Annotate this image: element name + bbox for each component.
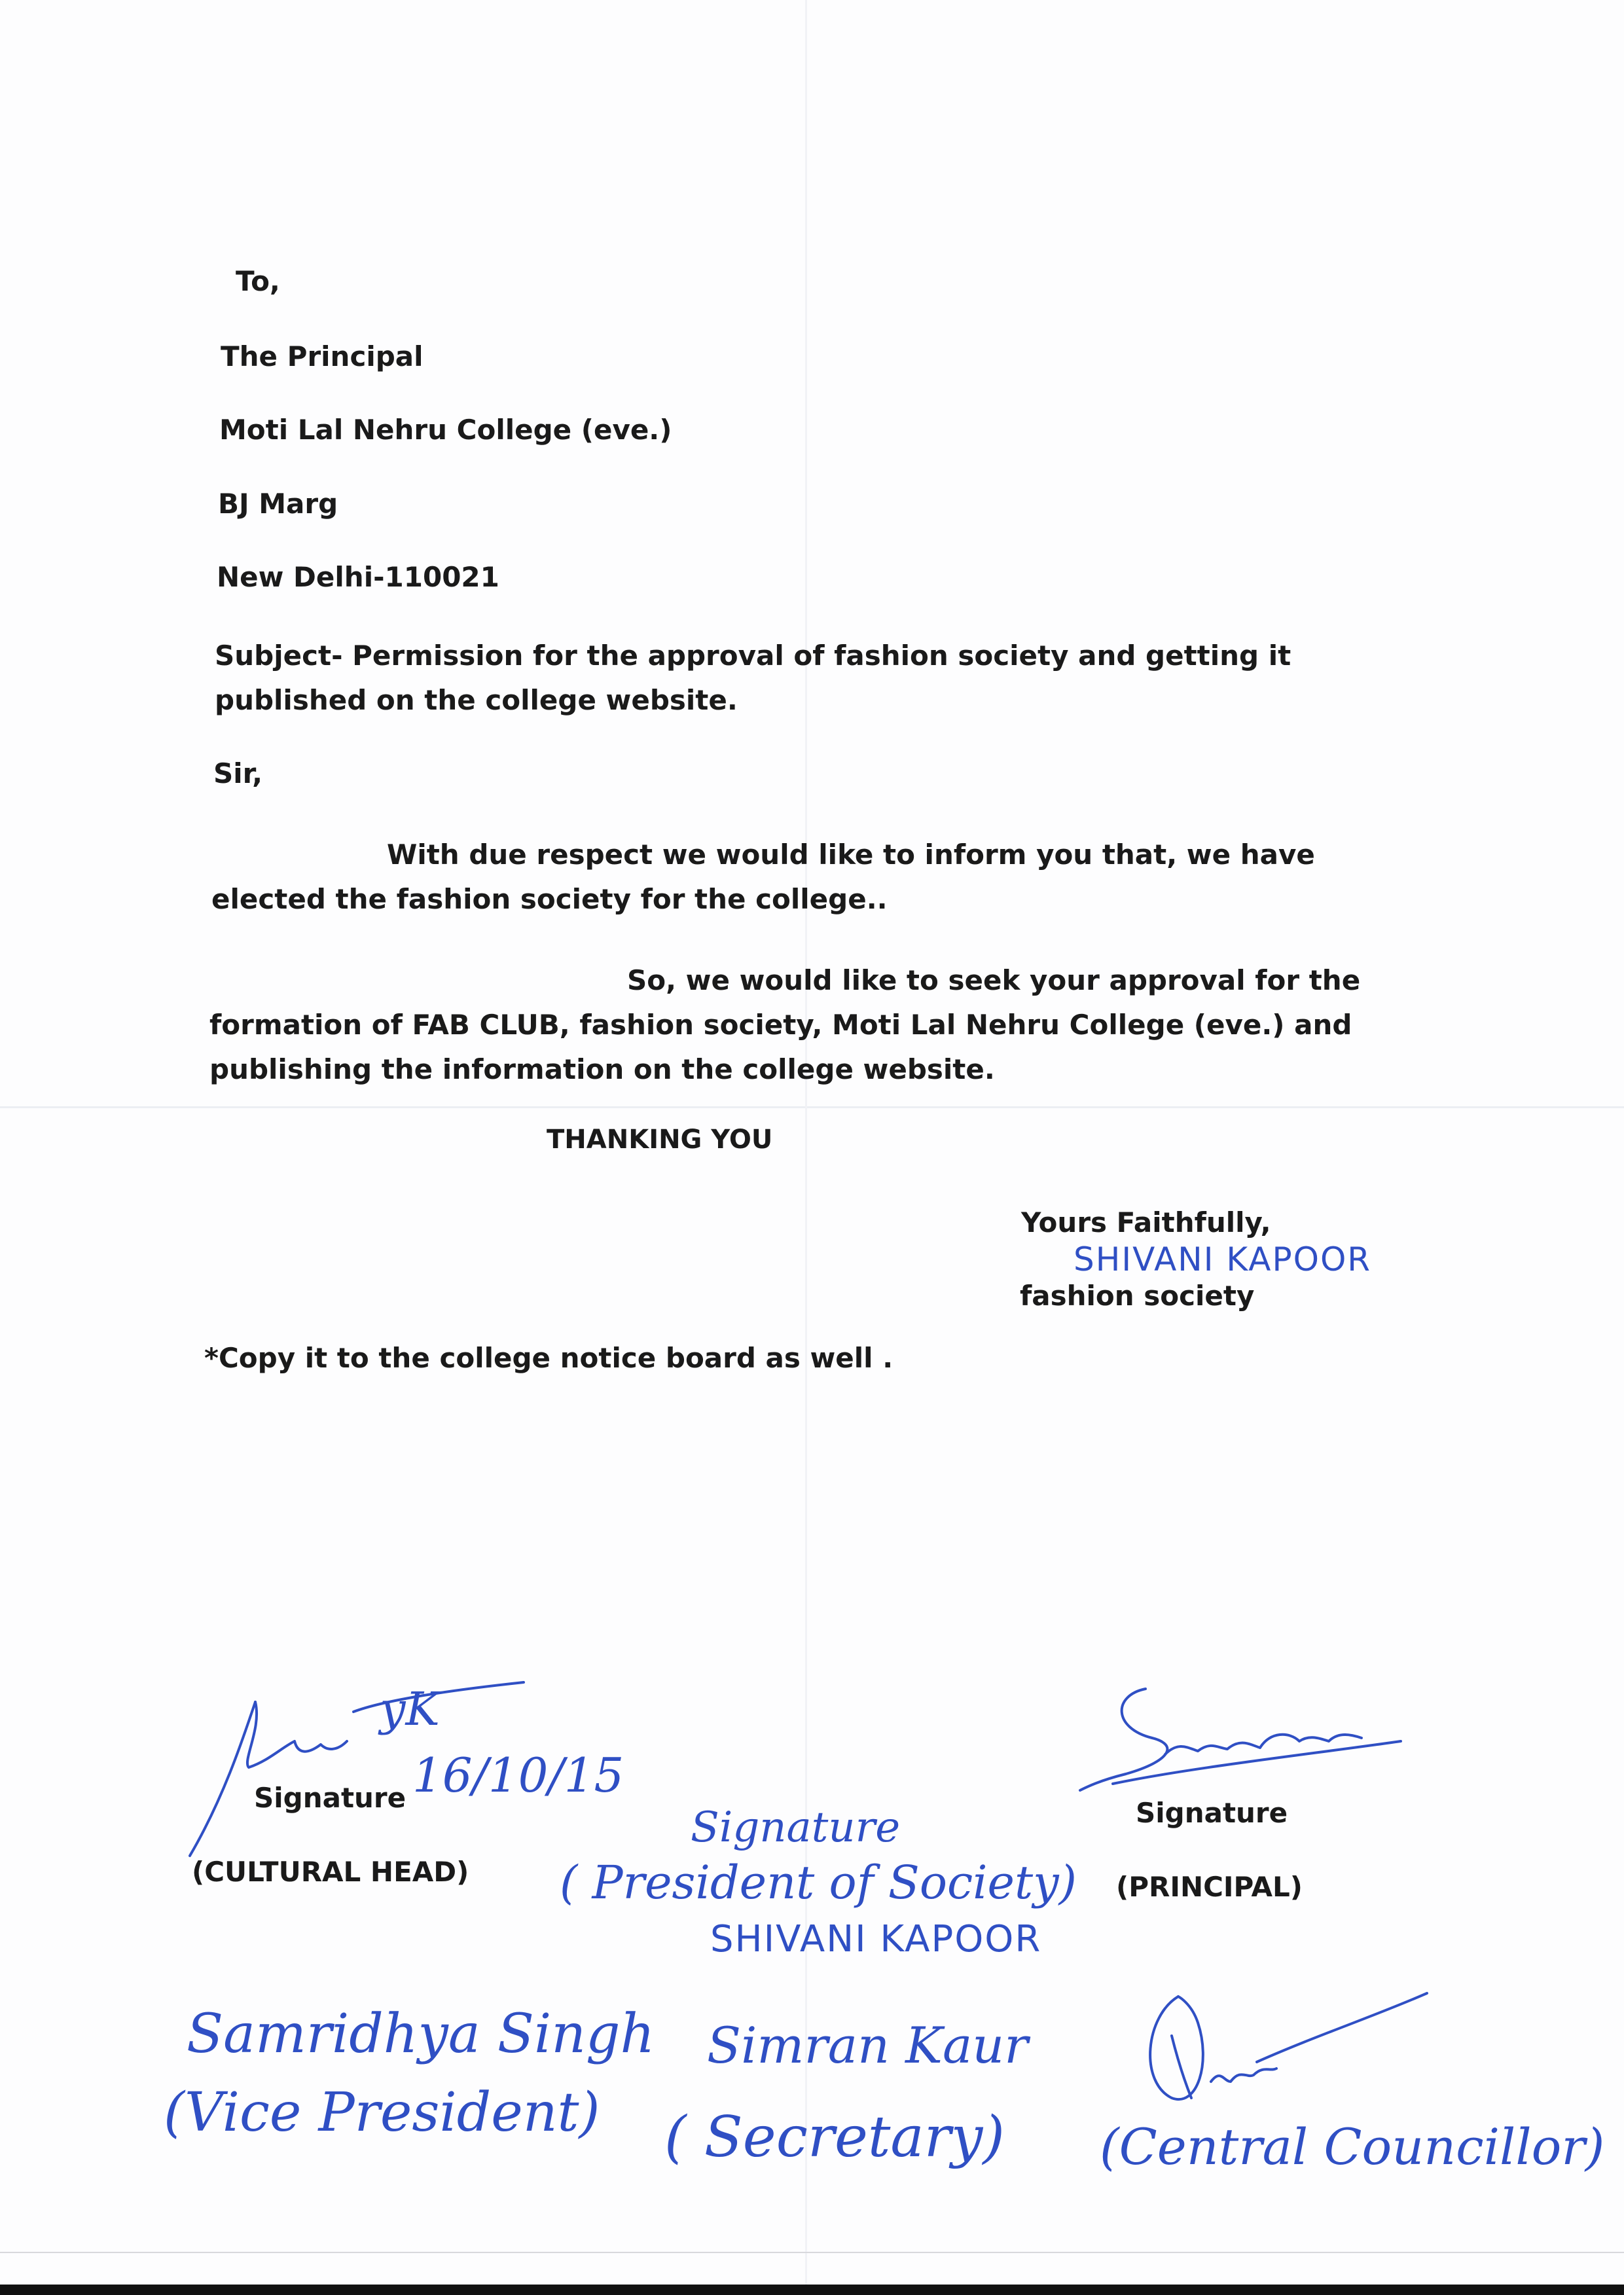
greeting: Sir,	[213, 757, 263, 789]
salutation-to: To,	[236, 265, 280, 297]
central-councillor-role-handwritten: (Central Councillor)	[1100, 2118, 1605, 2176]
vice-president-name-handwritten: Samridhya Singh	[187, 2003, 655, 2065]
address-line-3: BJ Marg	[218, 488, 338, 520]
principal-signature-label: Signature	[1136, 1797, 1288, 1829]
president-signature-label-handwritten: Signature	[691, 1803, 901, 1852]
central-councillor-signature-scribble	[1132, 1983, 1440, 2114]
body-paragraph-1: With due respect we would like to inform you that, we have elected the fashion society for the college..	[211, 839, 1315, 915]
address-line-4: New Delhi-110021	[217, 561, 499, 593]
body-paragraph-2: So, we would like to seek your approval for the formation of FAB CLUB, fashion society, Moti Lal Nehru College (eve.) and publishing the information on the college website.	[209, 964, 1361, 1085]
secretary-name-handwritten: Simran Kaur	[707, 2016, 1028, 2074]
principal-signature-scribble	[1074, 1676, 1414, 1807]
cultural-head-role: (CULTURAL HEAD)	[192, 1856, 469, 1888]
sender-organisation: fashion society	[1020, 1280, 1255, 1312]
address-line-2: Moti Lal Nehru College (eve.)	[219, 414, 672, 446]
closing-yours-faithfully: Yours Faithfully,	[1021, 1206, 1271, 1238]
president-name-handwritten: SHIVANI KAPOOR	[710, 1918, 1042, 1961]
secretary-role-handwritten: ( Secretary)	[664, 2105, 1005, 2170]
vice-president-role-handwritten: (Vice President)	[164, 2082, 600, 2144]
principal-role: (PRINCIPAL)	[1116, 1871, 1303, 1903]
thanking-you: THANKING YOU	[547, 1125, 773, 1155]
scan-line	[0, 2252, 1624, 2253]
sender-name-handwritten: SHIVANI KAPOOR	[1074, 1240, 1372, 1278]
cultural-head-date: 16/10/15	[412, 1748, 624, 1803]
cultural-head-initials: yK	[380, 1682, 440, 1736]
notice-board-note: *Copy it to the college notice board as well .	[204, 1342, 893, 1374]
scan-bottom-edge	[0, 2285, 1624, 2295]
address-line-1: The Principal	[221, 340, 424, 372]
subject-line: Subject- Permission for the approval of fashion society and getting it published on the college website.	[215, 640, 1291, 716]
paper-fold-horizontal	[0, 1106, 1624, 1108]
president-role-handwritten: ( President of Society)	[560, 1856, 1077, 1909]
cultural-head-signature-label: Signature	[254, 1782, 406, 1814]
